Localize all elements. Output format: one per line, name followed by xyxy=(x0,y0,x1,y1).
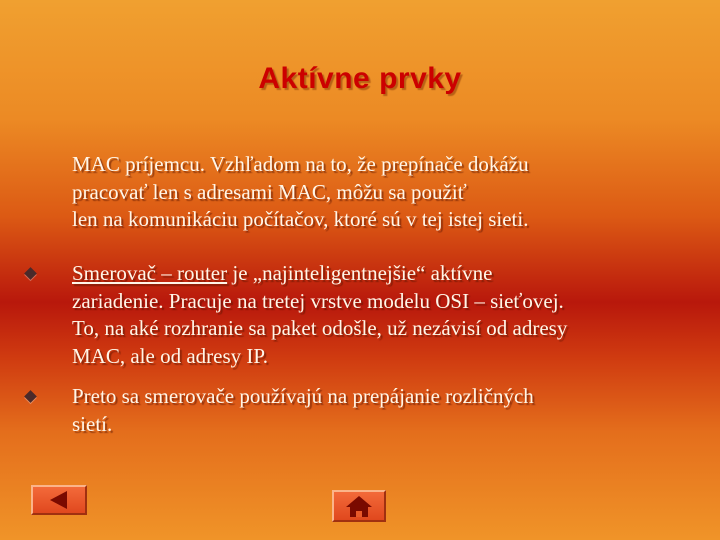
slide-title: Aktívne prvky xyxy=(258,62,462,95)
intro-line: MAC príjemcu. Vzhľadom na to, že prepínače dokážu xyxy=(72,152,529,176)
router-term: Smerovač – router xyxy=(72,261,228,285)
bullet-router-text xyxy=(26,260,706,370)
router-term-rest: je „najinteligentnejšie“ aktívne xyxy=(227,261,493,285)
bullet-router-line: zariadenie. Pracuje na tretej vrstve modelu OSI – sieťovej. xyxy=(72,288,564,313)
home-button[interactable] xyxy=(332,490,386,522)
bullet-usage xyxy=(26,383,706,438)
bullet-usage-text xyxy=(26,383,706,438)
intro-paragraph xyxy=(72,151,692,234)
bullet-router-line: To, na aké rozhranie sa paket odošle, už nezávisí od adresy xyxy=(72,316,568,340)
intro-line: len na komunikáciu počítačov, ktoré sú v tej istej sieti. xyxy=(72,207,529,231)
bullet-usage-line: sietí. xyxy=(72,411,113,436)
bullet-router-line: MAC, ale od adresy IP. xyxy=(72,343,268,368)
triangle-left-icon xyxy=(33,487,85,513)
bullet-usage-line: Preto sa smerovače používajú na prepájanie rozličných xyxy=(72,384,534,408)
home-icon xyxy=(334,492,384,520)
bullet-router-line xyxy=(72,260,706,288)
diamond-bullet-icon xyxy=(24,267,37,280)
bullet-router xyxy=(26,260,706,370)
back-button[interactable] xyxy=(31,485,87,515)
intro-line: pracovať len s adresami MAC, môžu sa použiť xyxy=(72,179,467,204)
diamond-bullet-icon xyxy=(24,390,37,403)
